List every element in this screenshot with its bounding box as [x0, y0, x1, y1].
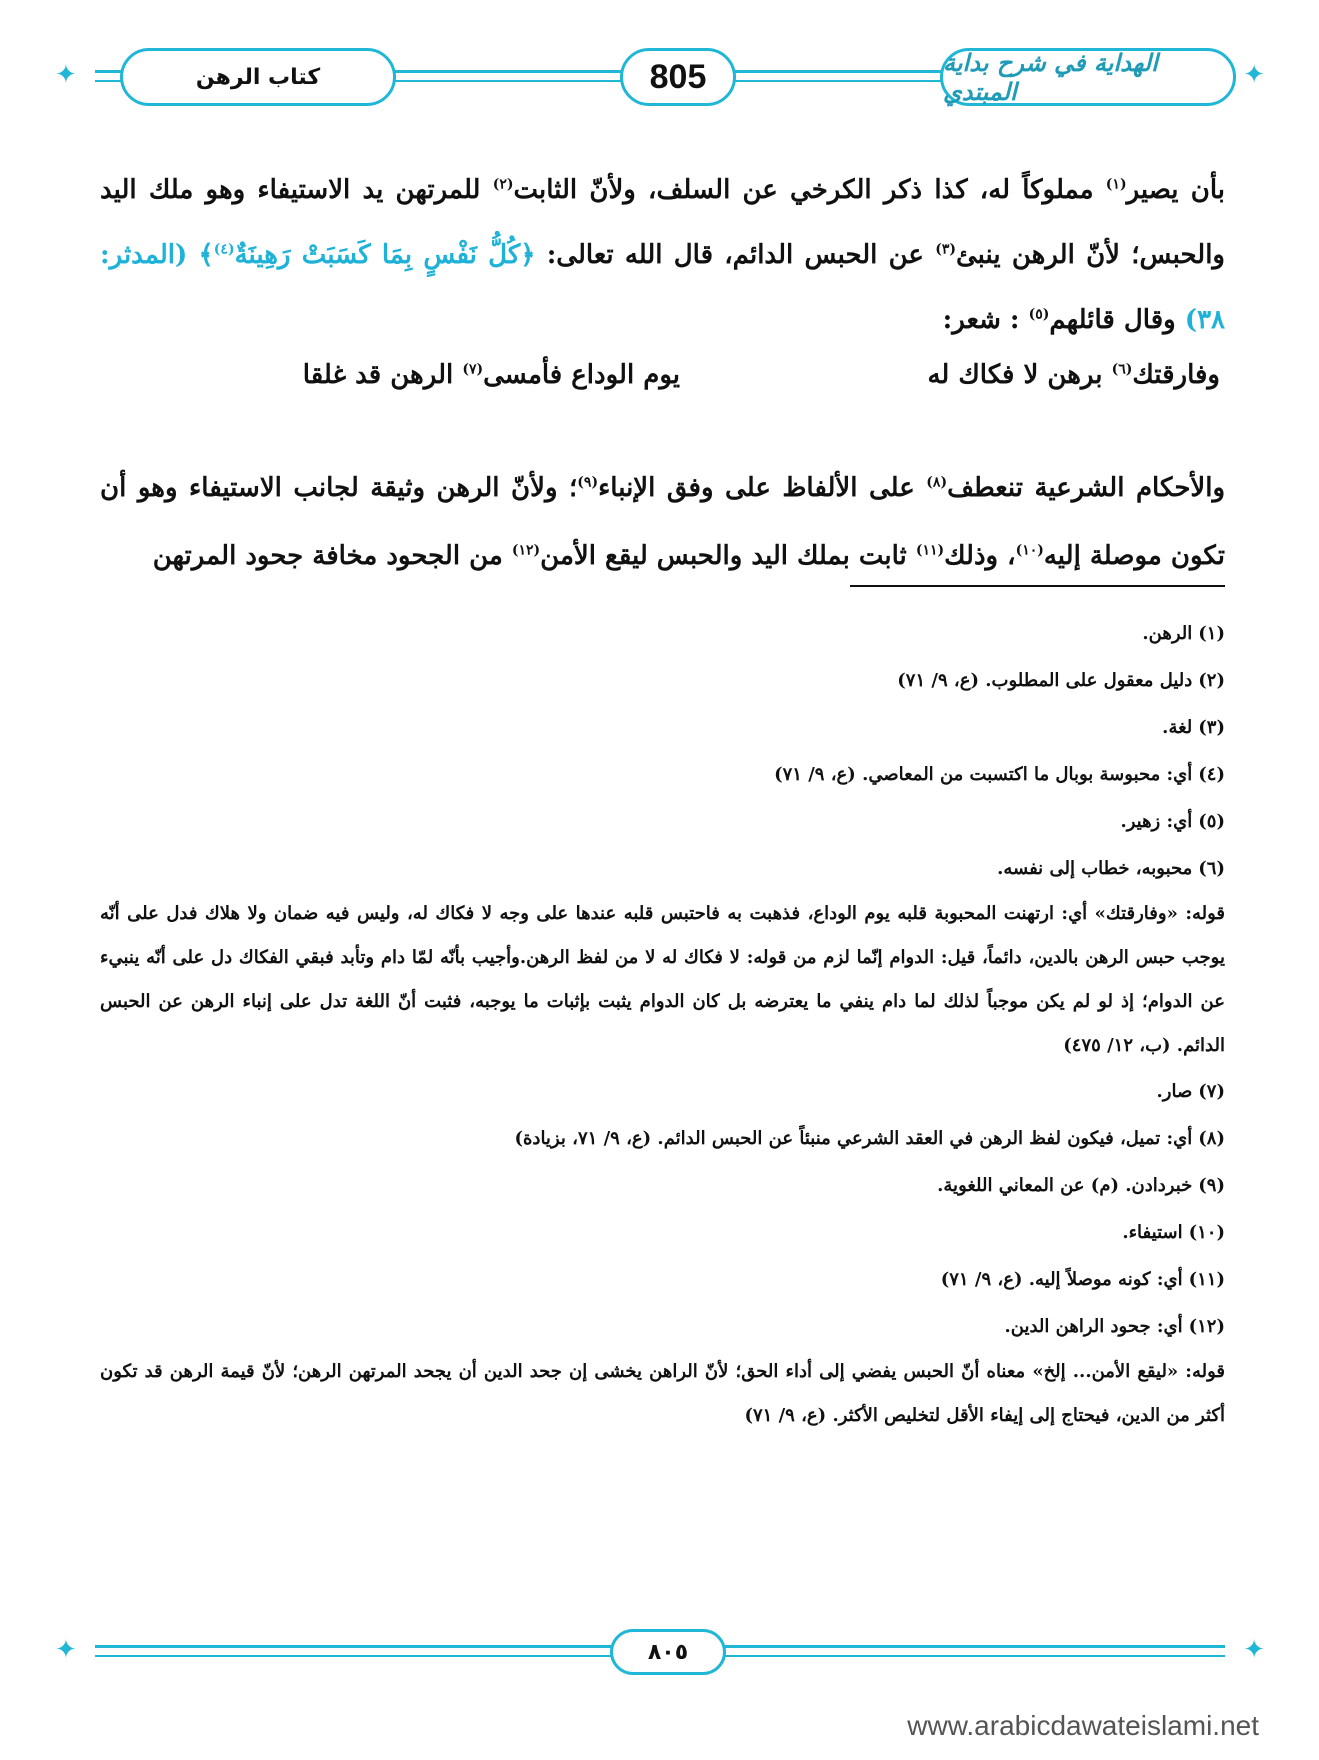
commentary: قوله: «ليقع الأمن... إلخ» معناه أنّ الحبس يفضي إلى أداء الحق؛ لأنّ الراهن يخشى إن جحد الدين أن يجحد المرتهن الرهن؛ لأنّ قيمة الرهن قد تكون أكثر من الدين، فيحتاج إلى إيفاء الأقل لتخليص الأكثر. (ع، ٩/ ٧١) — [100, 1361, 1225, 1426]
website-url: www.arabicdawateislami.net — [907, 1710, 1259, 1741]
footer-page-number: ٨٠٥ — [610, 1629, 726, 1675]
footnote: (١٠)استيفاء. — [1122, 1222, 1225, 1243]
ornament-icon: ✦ — [1243, 60, 1265, 90]
footnote: (٥)أي: زهير. — [1120, 811, 1225, 832]
footnote: (٧)صار. — [1156, 1081, 1225, 1102]
page-header — [55, 42, 1265, 114]
footnote: (١١)أي: كونه موصلاً إليه. (ع، ٩/ ٧١) — [940, 1269, 1225, 1290]
footnote: (١)الرهن. — [1142, 623, 1225, 644]
page-number: 805 — [620, 48, 736, 106]
commentary: قوله: «وفارقتك» أي: ارتهنت المحبوبة قلبه يوم الوداع، فذهبت به فاحتبس قلبه عندها على وجه لا فكاك له، وليس فيه ضمان ولا هلاك فدل على أنّه يوجب حبس الرهن بالدين، دائماً، قيل: الدوام إنّما لزم من قوله: لا فكاك له لا من لفظ الرهن.وأجيب بأنّه لمّا دام وتأبد فبقي الفكاك دل على أنّه ينبيء عن الدوام؛ إذ لو لم يكن موجباً لذلك لما دام ينفي ما يعترضه بل كان الدوام يثبت بإثبات ما يوجبه، فثبت أنّ اللغة تدل على إنباء الرهن عن الحبس الدائم. (ب، ١٢/ ٤٧٥) — [100, 903, 1225, 1056]
main-text-2 — [100, 428, 1225, 616]
footnote: (٦)محبوبه، خطاب إلى نفسه. — [997, 858, 1225, 879]
footnote: (٣)لغة. — [1162, 717, 1225, 738]
ornament-icon: ✦ — [55, 1635, 77, 1665]
footnote-divider — [850, 585, 1225, 587]
footnote: (٢)دليل معقول على المطلوب. (ع، ٩/ ٧١) — [897, 670, 1225, 691]
poetry-verse — [100, 360, 1225, 410]
page-footer — [55, 1625, 1265, 1675]
book-name: كتاب الرهن — [120, 48, 396, 106]
ornament-icon: ✦ — [1243, 1635, 1265, 1665]
footnote: (٩)خبردادن. (م) عن المعاني اللغوية. — [937, 1175, 1225, 1196]
verse-first-hemistich: وفارقتك$^{(٦)}$ برهن لا فكاك له — [927, 360, 1220, 390]
footnote: (٨)أي: تميل، فيكون لفظ الرهن في العقد الشرعي منبئاً عن الحبس الدائم. (ع، ٩/ ٧١، بزيادة) — [514, 1128, 1225, 1149]
footnote: (٤)أي: محبوسة بوبال ما اكتسبت من المعاصي. (ع، ٩/ ٧١) — [774, 764, 1225, 785]
footnote: (١٢)أي: جحود الراهن الدين. — [1004, 1316, 1225, 1337]
main-text — [100, 158, 1225, 353]
footnotes — [100, 610, 1225, 1438]
book-title: الهداية في شرح بداية المبتدي — [940, 48, 1236, 106]
paragraph: والأحكام الشرعية تنعطف$^{(٨)}$ على الألفاظ على وفق الإنباء$^{(٩)}$؛ ولأنّ الرهن وثيقة لجانب الاستيفاء وهو أن تكون موصلة إليه$^{(١٠)}$، وذلك$^{(١١)}$ ثابت بملك اليد والحبس ليقع الأمن$^{(١٢)}$ من الجحود مخافة جحود المرتهن — [100, 473, 1225, 571]
paragraph: بأن يصير$^{(١)}$ مملوكاً له، كذا ذكر الكرخي عن السلف، ولأنّ الثابت$^{(٢)}$ للمرتهن يد الاستيفاء وهو ملك اليد والحبس؛ لأنّ الرهن ينبئ$^{(٣)}$ عن الحبس الدائم، قال الله تعالى: ﴿كُلُّ نَفْسٍ بِمَا كَسَبَتْ رَهِينَةٌ$^{(٤)}$﴾ (المدثر: ٣٨) وقال قائلهم$^{(٥)}$ : شعر: — [100, 175, 1225, 335]
ornament-icon: ✦ — [55, 60, 77, 90]
verse-second-hemistich: يوم الوداع فأمسى$^{(٧)}$ الرهن قد غلقا — [302, 360, 680, 390]
quran-verse: ﴿كُلُّ نَفْسٍ بِمَا كَسَبَتْ رَهِينَةٌ$^{(٤)}$﴾ (المدثر: ٣٨) — [100, 240, 1225, 335]
